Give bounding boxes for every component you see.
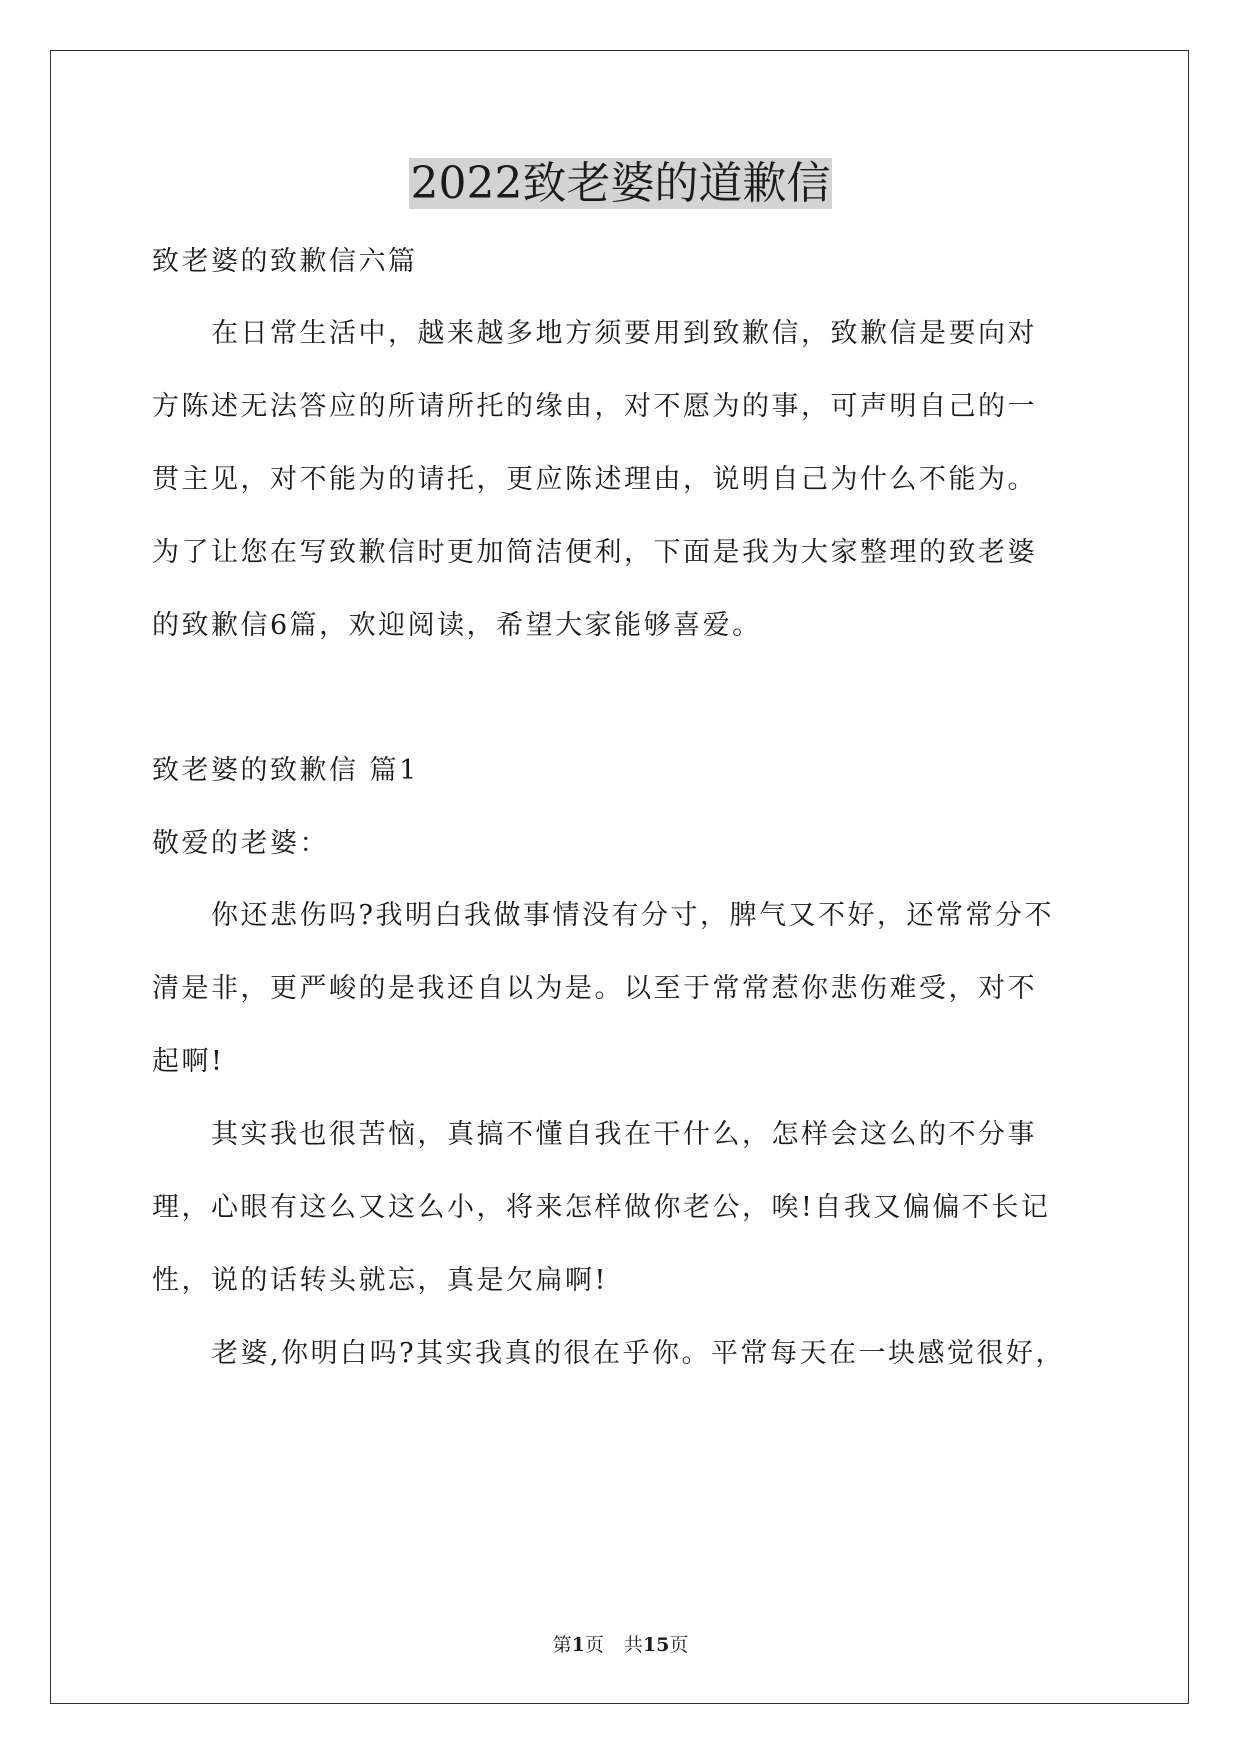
intro-line-5: 的致歉信6篇，欢迎阅读，希望大家能够喜爱。 bbox=[152, 610, 762, 641]
body-line-6: 性，说的话转头就忘，真是欠扁啊! bbox=[152, 1265, 608, 1296]
document-title bbox=[0, 154, 1241, 214]
body-line-7: 老婆,你明白吗?其实我真的很在乎你。平常每天在一块感觉很好， bbox=[152, 1338, 1066, 1369]
body-line-3: 起啊! bbox=[152, 1046, 225, 1077]
body-line-4: 其实我也很苦恼，真搞不懂自我在干什么，怎样会这么的不分事 bbox=[152, 1119, 1037, 1150]
intro-line-1: 在日常生活中，越来越多地方须要用到致歉信，致歉信是要向对 bbox=[152, 318, 1037, 349]
document-title-text: 2022致老婆的道歉信 bbox=[410, 158, 831, 209]
page-prefix: 第 bbox=[552, 1634, 572, 1656]
body-line-1: 你还悲伤吗?我明白我做事情没有分寸，脾气又不好，还常常分不 bbox=[152, 900, 1054, 931]
intro-line-4: 为了让您在写致歉信时更加简洁便利，下面是我为大家整理的致老婆 bbox=[152, 537, 1037, 568]
body-line-5: 理，心眼有这么又这么小，将来怎样做你老公，唉!自我又偏偏不长记 bbox=[152, 1192, 1051, 1223]
salutation: 敬爱的老婆： bbox=[152, 828, 329, 859]
body-line-2: 清是非，更严峻的是我还自以为是。以至于常常惹你悲伤难受，对不 bbox=[152, 973, 1037, 1004]
page-current: 1 bbox=[571, 1634, 585, 1656]
intro-line-3: 贯主见，对不能为的请托，更应陈述理由，说明自己为什么不能为。 bbox=[152, 464, 1037, 495]
section-heading: 致老婆的致歉信 篇1 bbox=[152, 755, 419, 786]
page-suffix: 页 bbox=[584, 1634, 604, 1656]
total-prefix: 共 bbox=[623, 1634, 643, 1656]
intro-line-2: 方陈述无法答应的所请所托的缘由，对不愿为的事，可声明自己的一 bbox=[152, 391, 1037, 422]
total-suffix: 页 bbox=[669, 1634, 689, 1656]
page-border bbox=[50, 50, 1189, 1704]
page-total: 15 bbox=[642, 1634, 670, 1656]
page-footer bbox=[0, 1632, 1241, 1658]
subtitle: 致老婆的致歉信六篇 bbox=[152, 246, 418, 277]
